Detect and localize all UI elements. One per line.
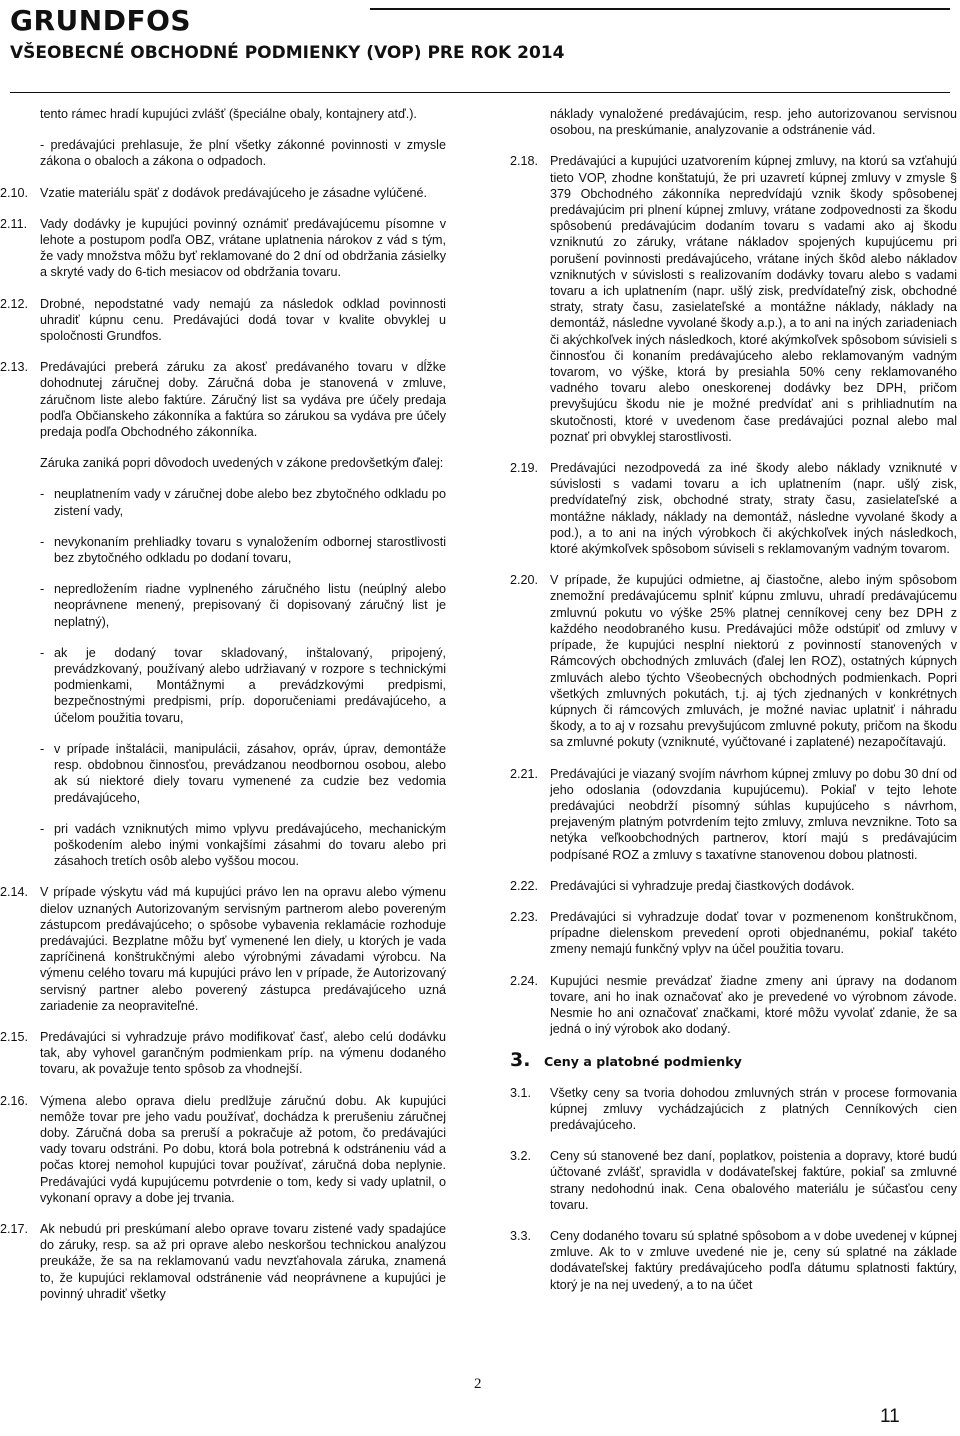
clause-number: 2.15. (0, 1029, 29, 1044)
clause-text: Drobné, nepodstatné vady nemajú za následok odklad povinnosti uhradiť kúpnu cenu. Predávajúci dodá tovar v kvalite obvyklej u spoločnosti Grundfos. (40, 296, 446, 344)
clause (510, 909, 957, 958)
clause-text: Všetky ceny sa tvoria dohodou zmluvných strán v procese formovania kúpnej zmluvy vychádzajúcich z platných Cenníkových cien predávajúceho. (550, 1085, 957, 1132)
clause-text: Vady dodávky je kupujúci povinný oznámiť predávajúcemu písomne v lehote a postupom podľa OBZ, vrátane uplatnenia nárokov z vád s tým, že vady množstva môžu byť reklamované do 2 dní od obdržania zásielky a skryté vady do 6-tich mesiacov od obdržania tovaru. (40, 216, 446, 280)
clause-number: 2.21. (510, 766, 539, 781)
clause-text: náklady vynaložené predávajúcim, resp. jeho autorizovanou servisnou osobou, na preskúmanie, analyzovanie a odstránenie vád. (550, 107, 957, 138)
right-column (510, 106, 957, 1308)
clause-text: Predávajúci si vyhradzuje dodať tovar v pozmenenom konštrukčnom, prípadne dielenskom prevedení oproti objednanému, pokiaľ takéto zmeny nemajú funkčný vplyv na účel použitia tovaru. (550, 909, 957, 957)
clause-number: 2.19. (510, 461, 539, 476)
clause-number: 2.13. (0, 360, 29, 375)
clause-text: Predávajúci je viazaný svojím návrhom kúpnej zmluvy po dobu 30 dní od jeho odoslania (odovzdania kupujúcemu). Pokiaľ v tejto lehote predávajúci neobdrží písomný súhlas kupujúceho s návrhom, prejaveným platným potvrdením tejto zmluvy, zmluva nevznikne. Toto sa netýka veľkoobchodných partnerov, ktorí majú s predávajúcim podpísané ROZ a zmluvy s taxatívne stanovenou dobou platnosti. (550, 766, 957, 862)
clause (0, 296, 446, 345)
section-heading (510, 1049, 957, 1072)
paragraph: tento rámec hradí kupujúci zvlášť (špeciálne obaly, kontajnery atď.). (40, 107, 417, 121)
clause-number: 2.18. (510, 154, 539, 169)
clause (0, 185, 446, 201)
list-item: - neuplatnením vady v záručnej dobe alebo bez zbytočného odkladu po zistení vady, (40, 487, 446, 518)
clause-text: Predávajúci nezodpovedá za iné škody alebo náklady vzniknuté v súvislosti s vadami tovaru a ich uplatnením (napr. ušlý zisk, predvídateľný zisk, obchodné straty, straty času, zasielateľské a montážne náklady, náklady na demontáž, následne vyvolané škody a pod.), a to ani na iných výrobkoch či akýchkoľvek iných následkoch, ktoré akýmkoľvek spôsobom súviseli s reklamovaným vadným tovarom. (550, 461, 957, 557)
clause (0, 1093, 446, 1206)
clause (510, 460, 957, 557)
clause-number: 2.17. (0, 1221, 29, 1236)
clause (510, 766, 957, 863)
page-number-corner: 11 (880, 1406, 900, 1427)
clause-number: 2.23. (510, 909, 539, 924)
list-item: - ak je dodaný tovar skladovaný, inštalovaný, pripojený, prevádzkovaný, používaný alebo udržiavaný v rozpore s technickými podmienkami, Montážnymi a prevádzkovými predpismi, bezpečnostnými predpismi, príp. doporučeniami predávajúceho, a účelom použitia tovaru, (40, 645, 446, 725)
clause-number: 2.12. (0, 296, 29, 311)
clause-text: Predávajúci si vyhradzuje predaj čiastkových dodávok. (550, 878, 855, 893)
clause (510, 1228, 957, 1293)
paragraph: - predávajúci prehlasuje, že plní všetky zákonné povinnosti v zmysle zákona o obaloch a zákona o odpadoch. (40, 138, 446, 169)
paragraph: Záruka zaniká popri dôvodoch uvedených v zákone predovšetkým ďalej: (40, 456, 444, 471)
clause-number: 3.3. (510, 1228, 532, 1243)
clause-text: V prípade výskytu vád má kupujúci právo len na opravu alebo výmenu dielov uznaných Autorizovaným servisným partnerom alebo povereným zástupcom predávajúceho; o spôsobe vybavenia reklamácie rozhoduje predávajúci. Bezplatne môžu byť vymenené len diely, u ktorých je vada zapríčinená konštrukčnými alebo výrobnými závadami výrobcu. Na výmenu celého tovaru má kupujúci právo len v prípade, že Autorizovaný servisný partner alebo poverený zástupca predávajúceho uzná zariadenie za neopraviteľné. (40, 885, 446, 1013)
clause (510, 1148, 957, 1213)
list-item-text: v prípade inštalácii, manipulácii, zásahov, opráv, úprav, demontáže resp. obdobnou činnosťou, prevádzanou neodbornou osobou, alebo ak sú niektoré diely tovaru vymenené za cudzie bez vedomia predávajúceho, (54, 741, 446, 805)
clause-number: 2.22. (510, 878, 539, 893)
clause-text: Výmena alebo oprava dielu predlžuje záručnú dobu. Ak kupujúci nemôže tovar pre jeho vadu používať, dochádza k prerušeniu záručnej doby. Záručná doba sa preruší a pokračuje až potom, čo predávajúci vady tovaru odstráni. Po dobu, ktorá bola potrebná k odstráneniu vád a počas ktorej nemohol kupujúci tovar používať, záručná doba neplynie. Predávajúci vydá kupujúcemu potvrdenie o tom, kedy si vady uplatnil, o vykonaní opravy a dobe jej trvania. (40, 1093, 446, 1205)
left-column (0, 106, 446, 1317)
clause-text: Ak nebudú pri preskúmaní alebo oprave tovaru zistené vady spadajúce do záruky, resp. sa až pri oprave alebo neskoršou technickou analýzou preukáže, že sa na reklamovanú vadu nevzťahovala záruka, znamená to, že kupujúci reklamoval odstránenie vád neoprávnene a kupujúci je povinný uhradiť všetky (40, 1221, 446, 1301)
page-header (10, 6, 950, 64)
list-item: - pri vadách vzniknutých mimo vplyvu predávajúceho, mechanickým poškodením alebo inými vonkajšími zásahmi do tovaru alebo pri zásahoch tretích osôb alebo vyššou mocou. (40, 821, 446, 869)
list-item-text: nepredložením riadne vyplneného záručného listu (neúplný alebo neoprávnene menený, prepisovaný či dopisovaný záručný list je neplatný), (54, 582, 446, 629)
clause (0, 359, 446, 440)
clause-text: Vzatie materiálu späť z dodávok predávajúceho je zásadne vylúčené. (40, 185, 427, 200)
clause-number: 2.20. (510, 573, 539, 588)
clause-number: 3.1. (510, 1085, 532, 1100)
clause-text: Predávajúci preberá záruku za akosť predávaného tovaru v dĺžke dohodnutej záručnej doby. Záručná doba je stanovená v zmluve, záručnom liste alebo faktúre. Záručný list sa vydáva pre účely predaja podľa Občianskeho zákonníka a faktúra so zárukou sa vydáva pre účely predaja podľa Obchodného zákonníka. (40, 360, 446, 440)
header-rule (10, 92, 950, 93)
clause (0, 1029, 446, 1078)
clause-text: V prípade, že kupujúci odmietne, aj čiastočne, alebo iným spôsobom znemožní predávajúcemu splniť kúpnu zmluvu, uhradí predávajúcemu zmluvnú pokutu vo výške 25% platnej cenníkovej ceny bez DPH z každého neodobraného kusu. Predávajúci môže odstúpiť od zmluvy v prípade, že kupujúci nesplní niektorú z povinností stanovených v Rámcových obchodných zmluvách (ďalej len ROZ), ostatných kúpnych zmluvách alebo týchto Všeobecných obchodných podmienkach. Popri všetkých zmluvných pokutách, t.j. aj tých zjednaných v konkrétnych kúpnych či rámcových zmluvách, je možné naviac uplatniť i náhradu škody, a to aj v rozsahu prevyšujúcom zmluvné pokuty, pričom na škodu sa zmluvné pokuty (vzniknuté, vyúčtované i zaplatené) nezapočítavajú. (550, 573, 957, 750)
clause-number: 2.14. (0, 885, 29, 900)
clause-number: 2.10. (0, 185, 29, 200)
section-number: 3. (510, 1049, 531, 1072)
list-item-text: nevykonaním prehliadky tovaru s vynaložením odbornej starostlivosti bez zbytočného odkladu po dodaní tovaru, (54, 534, 446, 566)
page-number-center: 2 (474, 1376, 482, 1392)
clause-number: 3.2. (510, 1149, 532, 1164)
clause (0, 216, 446, 281)
list-item-text: ak je dodaný tovar skladovaný, inštalovaný, pripojený, prevádzkovaný, používaný alebo udržiavaný v rozpore s technickými podmienkami, Montážnymi a prevádzkovými predpismi, bezpečnostnými predpismi, príp. doporučeniami predávajúceho, a účelom použitia tovaru, (54, 645, 446, 725)
clause-number: 2.11. (0, 216, 28, 231)
clause (0, 884, 446, 1014)
clause-number: 2.24. (510, 973, 539, 988)
list-item: - nevykonaním prehliadky tovaru s vynaložením odbornej starostlivosti bez zbytočného odkladu po dodaní tovaru, (40, 534, 446, 566)
list-item-text: pri vadách vzniknutých mimo vplyvu predávajúceho, mechanickým poškodením alebo inými vonkajšími zásahmi do tovaru alebo pri zásahoch tretích osôb alebo vyššou mocou. (54, 821, 446, 869)
clause (510, 1085, 957, 1134)
list-item: - v prípade inštalácii, manipulácii, zásahov, opráv, úprav, demontáže resp. obdobnou činnosťou, prevádzanou neodbornou osobou, alebo ak sú niektoré diely tovaru vymenené za cudzie bez vedomia predávajúceho, (40, 741, 446, 805)
clause-text: Ceny sú stanovené bez daní, poplatkov, poistenia a dopravy, ktoré budú účtované zvlášť, spravidla v dodávateľskej faktúre, pokiaľ sa zmluvné strany nedohodnú inak. Cena obalového materiálu je súčasťou ceny tovaru. (550, 1149, 957, 1212)
clause-text: Predávajúci a kupujúci uzatvorením kúpnej zmluvy, na ktorú sa vzťahujú tieto VOP, zhodne konštatujú, že pri uzavretí kúpnej zmluvy v zmysle § 379 Obchodného zákonníka nepredvídajú vznik škody spôsobenej predávajúcim pri plnení kúpnej zmluvy, vrátane zodpovednosti za škodu spôsobenú predávajúcim dodaním tovaru s vadami ako aj škodu vzniknutú zo záruky, vrátane nákladov spojených kupujúcemu pri porušení povinnosti predávajúceho, vrátane iných škôd alebo nákladov vzniknutých v súvislosti s realizovaním dodávky tovaru alebo s vadami tovaru a ich uplatnením (napr. ušlý zisk, predvídateľný zisk, obchodné straty, straty času, zasielateľské a montážne náklady, náklady na demontáž, následne vyvolané škody a.p.), a to ani na iných zariadeniach či akýchkoľvek iných následkoch, ktoré akýmkoľvek spôsobom súvisieli s činnosťou či konaním predávajúceho alebo reklamovaným vadným tovarom, vo výške, ktorá by presiahla 50% ceny reklamovaného vadného tovaru alebo oneskorenej dodávky bez DPH, pričom prevyšujúcu škodu nie je možné predvídať ani s prihliadnutím na skutočnosti, ktoré v uvedenom čase predávajúci poznal alebo mal poznať pri obvyklej starostlivosti. (550, 154, 957, 444)
clause-text: Kupujúci nesmie prevádzať žiadne zmeny ani úpravy na dodanom tovare, ani ho inak označovať ako je prevedené vo výrobnom závode. Nesmie ho ani označovať značkami, ktoré môžu vyvolať zdanie, že sa jedná o iný výrobok ako dodaný. (550, 973, 957, 1037)
clause-continuation (510, 106, 957, 138)
clause (510, 572, 957, 750)
clause-text: Ceny dodaného tovaru sú splatné spôsobom a v dobe uvedenej v kúpnej zmluve. Ak to v zmluve uvedené nie je, ceny sú splatné na základe dodávateľskej faktúry predávajúceho podľa dátumu splatnosti faktúry, ktorý je na nej uvedený, a to na účet (550, 1228, 957, 1292)
clause-number: 2.16. (0, 1093, 29, 1108)
list-item: - nepredložením riadne vyplneného záručného listu (neúplný alebo neoprávnene menený, prepisovaný či dopisovaný záručný list je neplatný), (40, 582, 446, 629)
clause (510, 878, 957, 894)
brand-logo-text: GRUNDFOS (10, 4, 192, 37)
document-title: VŠEOBECNÉ OBCHODNÉ PODMIENKY (VOP) PRE ROK 2014 (10, 43, 565, 63)
section-title: Ceny a platobné podmienky (544, 1054, 742, 1070)
clause (510, 153, 957, 445)
clause (0, 1221, 446, 1302)
list-item-text: neuplatnením vady v záručnej dobe alebo bez zbytočného odkladu po zistení vady, (54, 487, 446, 518)
clause-text: Predávajúci si vyhradzuje právo modifikovať časť, alebo celú dodávku tak, aby vyhovel garančným podmienkam príp. na výmenu dodaného tovaru, ak považuje tento spôsob za vhodnejší. (40, 1029, 446, 1077)
clause (510, 973, 957, 1038)
